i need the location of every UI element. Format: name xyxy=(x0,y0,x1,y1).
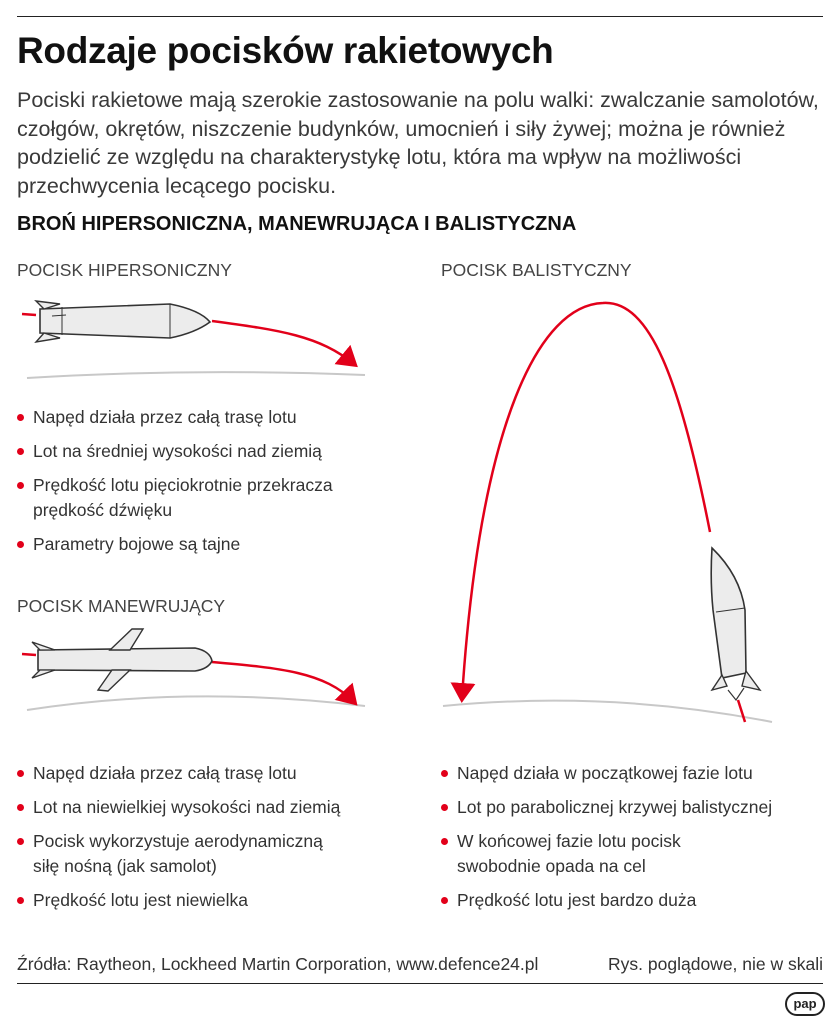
list-item: W końcowej fazie lotu pocisk swobodnie opada na cel xyxy=(441,829,727,879)
red-dot-icon xyxy=(17,897,24,904)
red-dot-icon xyxy=(17,482,24,489)
red-dot-icon xyxy=(441,770,448,777)
ballistic-missile-icon xyxy=(711,548,760,700)
hypersonic-exhaust xyxy=(22,314,36,315)
list-item: Prędkość lotu jest niewielka xyxy=(17,888,397,913)
hypersonic-missile-icon xyxy=(36,301,210,342)
red-dot-icon xyxy=(441,838,448,845)
hypersonic-bullets xyxy=(17,405,407,566)
list-item: Lot na średniej wysokości nad ziemią xyxy=(17,439,407,464)
list-item: Lot na niewielkiej wysokości nad ziemią xyxy=(17,795,397,820)
scale-note: Rys. poglądowe, nie w skali xyxy=(608,954,823,974)
red-dot-icon xyxy=(17,804,24,811)
hypersonic-label: POCISK HIPERSONICZNY xyxy=(17,260,232,280)
ballistic-bullets xyxy=(441,761,821,922)
red-dot-icon xyxy=(17,770,24,777)
hypersonic-ground xyxy=(27,372,365,378)
section-heading: BROŃ HIPERSONICZNA, MANEWRUJĄCA I BALISTYCZNA xyxy=(17,213,577,235)
red-dot-icon xyxy=(17,541,24,548)
red-dot-icon xyxy=(441,897,448,904)
ballistic-ground xyxy=(443,701,772,722)
cruise-ground xyxy=(27,696,365,710)
intro-paragraph: Pociski rakietowe mają szerokie zastosowanie na polu walki: zwalczanie samolotów, czołgów, okrętów, niszczenie budynków, umocnień i siły żywej; można je również podzielić ze względu na charakterystykę lotu, która ma wpływ na możliwości przechwycenia lecącego pocisku. xyxy=(17,88,819,198)
hypersonic-diagram xyxy=(22,301,365,378)
cruise-diagram xyxy=(22,629,365,710)
red-dot-icon xyxy=(17,448,24,455)
ballistic-label: POCISK BALISTYCZNY xyxy=(441,260,632,280)
ballistic-diagram xyxy=(443,303,772,722)
list-item: Napęd działa przez całą trasę lotu xyxy=(17,405,407,430)
pap-logo: pap xyxy=(785,992,825,1016)
cruise-exhaust xyxy=(22,654,36,655)
list-item: Parametry bojowe są tajne xyxy=(17,532,407,557)
list-item: Napęd działa w początkowej fazie lotu xyxy=(441,761,821,786)
ballistic-trajectory xyxy=(462,303,710,698)
bottom-rule xyxy=(17,983,823,984)
list-item: Prędkość lotu pięciokrotnie przekracza prędkość dźwięku xyxy=(17,473,407,523)
cruise-label: POCISK MANEWRUJĄCY xyxy=(17,596,226,616)
hypersonic-trajectory xyxy=(212,321,354,364)
list-item: Lot po parabolicznej krzywej balistycznej xyxy=(441,795,821,820)
red-dot-icon xyxy=(17,838,24,845)
cruise-missile-icon xyxy=(32,629,212,691)
red-dot-icon xyxy=(441,804,448,811)
list-item: Napęd działa przez całą trasę lotu xyxy=(17,761,397,786)
page-title: Rodzaje pocisków rakietowych xyxy=(17,30,554,71)
source-note: Źródła: Raytheon, Lockheed Martin Corporation, www.defence24.pl xyxy=(17,954,539,974)
ballistic-exhaust xyxy=(738,700,745,722)
list-item: Prędkość lotu jest bardzo duża xyxy=(441,888,821,913)
cruise-bullets xyxy=(17,761,397,922)
list-item: Pocisk wykorzystuje aerodynamiczną siłę nośną (jak samolot) xyxy=(17,829,353,879)
red-dot-icon xyxy=(17,414,24,421)
